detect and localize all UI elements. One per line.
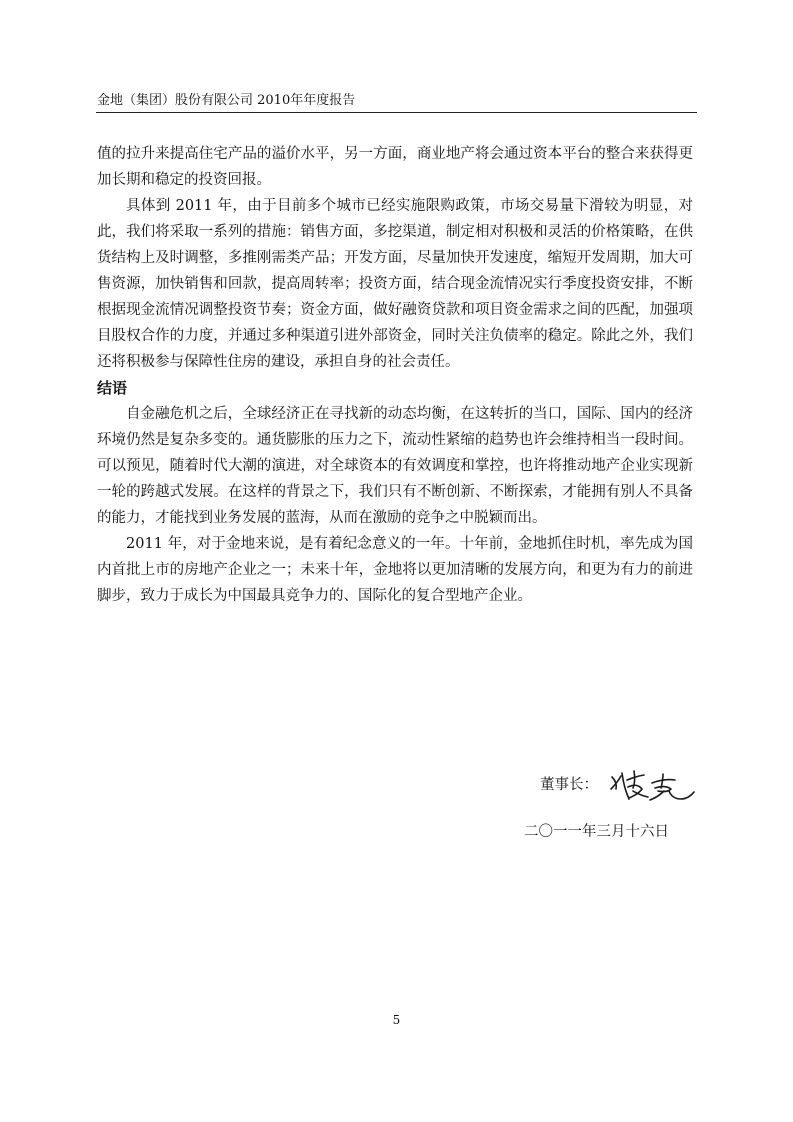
body-paragraph: 2011 年，对于金地来说，是有着纪念意义的一年。十年前，金地抓住时机，率先成为国内首批上市的房地产企业之一；未来十年，金地将以更加清晰的发展方向，和更为有力的前进脚步，致力于成长为中国最具竞争力的、国际化的复合型地产企业。 [97, 536, 693, 604]
body-paragraph: 值的拉升来提高住宅产品的溢价水平，另一方面，商业地产将会通过资本平台的整合来获得更加长期和稳定的投资回报。 [97, 146, 693, 188]
section-heading: 结语 [97, 379, 128, 397]
signature-block [540, 768, 696, 802]
report-header: 金地（集团）股份有限公司 2010年年度报告 [97, 93, 356, 108]
header-divider [96, 112, 697, 113]
body-paragraph: 具体到 2011 年，由于目前多个城市已经实施限购政策，市场交易量下滑较为明显，对此，我们将采取一系列的措施：销售方面，多挖渠道，制定相对积极和灵活的价格策略，在供货结构上及时调整，多推刚需类产品；开发方面，尽量加快开发速度，缩短开发周期，加大可售资源，加快销售和回款，提高周转率；投资方面，结合现金流情况实行季度投资安排，不断根据现金流情况调整投资节奏；资金方面，做好融资贷款和项目资金需求之间的匹配，加强项目股权合作的力度，并通过多种渠道引进外部资金，同时关注负债率的稳定。除此之外，我们还将积极参与保障性住房的建设，承担自身的社会责任。 [97, 198, 693, 370]
body-paragraph: 自金融危机之后，全球经济正在寻找新的动态均衡，在这转折的当口，国际、国内的经济环境仍然是复杂多变的。通货膨胀的压力之下，流动性紧缩的趋势也许会维持相当一段时间。可以预见，随着时代大潮的演进，对全球资本的有效调度和掌控，也许将推动地产企业实现新一轮的跨越式发展。在这样的背景之下，我们只有不断创新、不断探索，才能拥有别人不具备的能力，才能找到业务发展的蓝海，从而在激励的竞争之中脱颖而出。 [97, 406, 693, 526]
report-body [97, 141, 693, 609]
signing-date: 二〇一一年三月十六日 [524, 824, 669, 840]
signature-label: 董事长： [540, 777, 598, 793]
page-number: 5 [392, 1013, 401, 1027]
handwritten-signature [608, 768, 696, 802]
